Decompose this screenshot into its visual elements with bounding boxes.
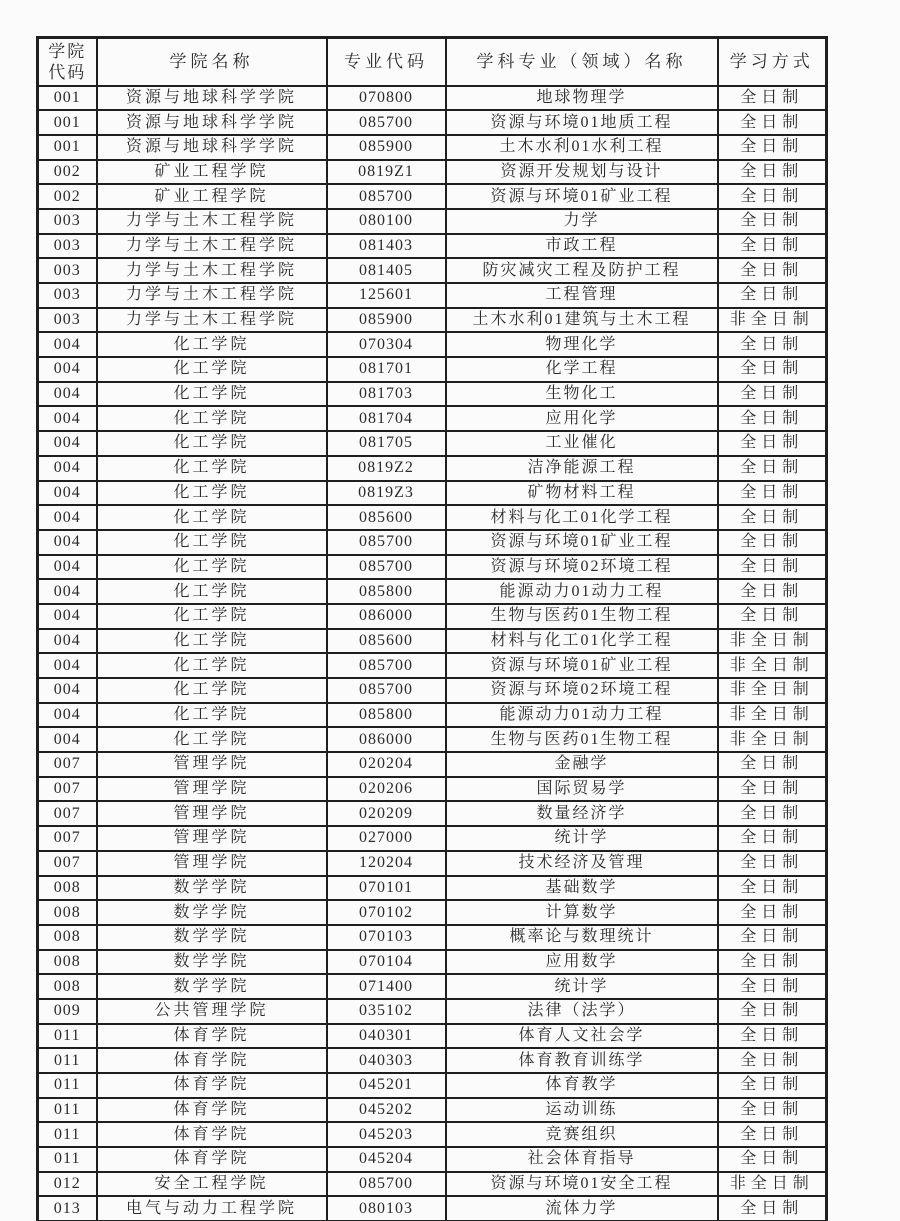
cell-subject-name: 社会体育指导 xyxy=(446,1147,718,1172)
cell-study-mode: 全日制 xyxy=(718,999,827,1024)
cell-study-mode: 全日制 xyxy=(718,86,827,111)
cell-college-code: 008 xyxy=(38,900,97,925)
cell-study-mode: 全日制 xyxy=(718,1122,827,1147)
cell-subject-name: 流体力学 xyxy=(446,1196,718,1221)
cell-college-name: 管理学院 xyxy=(97,752,327,777)
cell-study-mode: 全日制 xyxy=(718,283,827,308)
cell-college-code: 007 xyxy=(38,826,97,851)
cell-study-mode: 全日制 xyxy=(718,555,827,580)
cell-study-mode: 全日制 xyxy=(718,357,827,382)
cell-college-name: 化工学院 xyxy=(97,703,327,728)
cell-subject-name: 计算数学 xyxy=(446,900,718,925)
cell-major-code: 085900 xyxy=(327,135,446,160)
cell-college-name: 管理学院 xyxy=(97,851,327,876)
cell-major-code: 070304 xyxy=(327,332,446,357)
cell-study-mode: 全日制 xyxy=(718,777,827,802)
cell-major-code: 027000 xyxy=(327,826,446,851)
cell-subject-name: 物理化学 xyxy=(446,332,718,357)
cell-study-mode: 全日制 xyxy=(718,258,827,283)
cell-college-code: 009 xyxy=(38,999,97,1024)
table-row xyxy=(38,752,827,777)
cell-college-code: 011 xyxy=(38,1098,97,1123)
cell-college-code: 004 xyxy=(38,579,97,604)
cell-college-name: 体育学院 xyxy=(97,1122,327,1147)
cell-college-code: 004 xyxy=(38,332,97,357)
cell-college-name: 化工学院 xyxy=(97,604,327,629)
admissions-table xyxy=(36,36,828,1221)
cell-subject-name: 技术经济及管理 xyxy=(446,851,718,876)
table-header-row xyxy=(38,38,827,86)
table-row xyxy=(38,1024,827,1049)
cell-subject-name: 应用数学 xyxy=(446,950,718,975)
cell-major-code: 070102 xyxy=(327,900,446,925)
cell-subject-name: 数量经济学 xyxy=(446,801,718,826)
cell-major-code: 085700 xyxy=(327,555,446,580)
cell-college-name: 数学学院 xyxy=(97,974,327,999)
cell-major-code: 040303 xyxy=(327,1048,446,1073)
cell-study-mode: 全日制 xyxy=(718,1147,827,1172)
cell-major-code: 085600 xyxy=(327,629,446,654)
cell-college-name: 化工学院 xyxy=(97,456,327,481)
cell-major-code: 085700 xyxy=(327,110,446,135)
cell-college-code: 008 xyxy=(38,974,97,999)
cell-college-code: 004 xyxy=(38,727,97,752)
table-row xyxy=(38,258,827,283)
cell-major-code: 085600 xyxy=(327,505,446,530)
cell-subject-name: 生物与医药01生物工程 xyxy=(446,727,718,752)
table-row xyxy=(38,555,827,580)
cell-college-code: 004 xyxy=(38,703,97,728)
cell-subject-name: 土木水利01水利工程 xyxy=(446,135,718,160)
cell-study-mode: 全日制 xyxy=(718,234,827,259)
cell-college-name: 化工学院 xyxy=(97,481,327,506)
cell-study-mode: 全日制 xyxy=(718,530,827,555)
table-row xyxy=(38,876,827,901)
table-row xyxy=(38,678,827,703)
cell-college-code: 004 xyxy=(38,629,97,654)
cell-college-code: 004 xyxy=(38,431,97,456)
cell-subject-name: 统计学 xyxy=(446,974,718,999)
cell-college-name: 矿业工程学院 xyxy=(97,160,327,185)
cell-major-code: 086000 xyxy=(327,604,446,629)
table-row xyxy=(38,234,827,259)
header-college-code: 学院代码 xyxy=(38,38,97,86)
cell-college-name: 资源与地球科学学院 xyxy=(97,110,327,135)
cell-study-mode: 全日制 xyxy=(718,1073,827,1098)
table-row xyxy=(38,727,827,752)
table-row xyxy=(38,481,827,506)
table-row xyxy=(38,382,827,407)
cell-major-code: 085800 xyxy=(327,703,446,728)
cell-college-code: 008 xyxy=(38,950,97,975)
cell-major-code: 081403 xyxy=(327,234,446,259)
cell-college-code: 011 xyxy=(38,1147,97,1172)
cell-major-code: 085700 xyxy=(327,1172,446,1197)
cell-subject-name: 资源与环境01地质工程 xyxy=(446,110,718,135)
cell-major-code: 045202 xyxy=(327,1098,446,1123)
table-body xyxy=(38,86,827,1221)
cell-subject-name: 金融学 xyxy=(446,752,718,777)
cell-study-mode: 全日制 xyxy=(718,481,827,506)
cell-major-code: 0819Z3 xyxy=(327,481,446,506)
table-row xyxy=(38,579,827,604)
table-row xyxy=(38,777,827,802)
cell-college-code: 004 xyxy=(38,505,97,530)
cell-major-code: 035102 xyxy=(327,999,446,1024)
cell-college-code: 007 xyxy=(38,752,97,777)
cell-study-mode: 非全日制 xyxy=(718,653,827,678)
cell-college-name: 体育学院 xyxy=(97,1073,327,1098)
header-subject-name: 学科专业（领域）名称 xyxy=(446,38,718,86)
cell-college-name: 安全工程学院 xyxy=(97,1172,327,1197)
cell-college-name: 化工学院 xyxy=(97,727,327,752)
cell-major-code: 071400 xyxy=(327,974,446,999)
cell-college-name: 体育学院 xyxy=(97,1098,327,1123)
cell-subject-name: 资源与环境02环境工程 xyxy=(446,678,718,703)
cell-study-mode: 非全日制 xyxy=(718,1172,827,1197)
cell-college-name: 力学与土木工程学院 xyxy=(97,283,327,308)
cell-college-code: 004 xyxy=(38,653,97,678)
cell-study-mode: 全日制 xyxy=(718,579,827,604)
cell-college-code: 007 xyxy=(38,801,97,826)
table-row xyxy=(38,283,827,308)
cell-college-name: 数学学院 xyxy=(97,876,327,901)
cell-study-mode: 全日制 xyxy=(718,1098,827,1123)
cell-subject-name: 化学工程 xyxy=(446,357,718,382)
cell-college-code: 004 xyxy=(38,357,97,382)
cell-college-name: 管理学院 xyxy=(97,777,327,802)
cell-college-name: 化工学院 xyxy=(97,406,327,431)
cell-college-name: 化工学院 xyxy=(97,653,327,678)
cell-major-code: 040301 xyxy=(327,1024,446,1049)
cell-college-name: 化工学院 xyxy=(97,530,327,555)
cell-major-code: 070104 xyxy=(327,950,446,975)
cell-study-mode: 全日制 xyxy=(718,332,827,357)
cell-college-code: 003 xyxy=(38,234,97,259)
cell-college-name: 化工学院 xyxy=(97,678,327,703)
cell-study-mode: 全日制 xyxy=(718,456,827,481)
cell-study-mode: 全日制 xyxy=(718,135,827,160)
cell-major-code: 081405 xyxy=(327,258,446,283)
cell-subject-name: 材料与化工01化学工程 xyxy=(446,505,718,530)
cell-college-name: 资源与地球科学学院 xyxy=(97,86,327,111)
cell-college-code: 007 xyxy=(38,777,97,802)
header-study-mode: 学习方式 xyxy=(718,38,827,86)
cell-subject-name: 体育人文社会学 xyxy=(446,1024,718,1049)
table-row xyxy=(38,135,827,160)
cell-major-code: 085700 xyxy=(327,184,446,209)
cell-subject-name: 工业催化 xyxy=(446,431,718,456)
table-row xyxy=(38,851,827,876)
cell-college-code: 004 xyxy=(38,530,97,555)
table-row xyxy=(38,826,827,851)
cell-college-code: 002 xyxy=(38,160,97,185)
header-major-code: 专业代码 xyxy=(327,38,446,86)
cell-college-code: 013 xyxy=(38,1196,97,1221)
cell-major-code: 0819Z2 xyxy=(327,456,446,481)
cell-subject-name: 生物与医药01生物工程 xyxy=(446,604,718,629)
cell-college-code: 004 xyxy=(38,456,97,481)
cell-college-name: 化工学院 xyxy=(97,629,327,654)
table-row xyxy=(38,604,827,629)
cell-subject-name: 基础数学 xyxy=(446,876,718,901)
table-row xyxy=(38,1122,827,1147)
cell-college-code: 003 xyxy=(38,258,97,283)
cell-college-code: 004 xyxy=(38,382,97,407)
cell-subject-name: 应用化学 xyxy=(446,406,718,431)
cell-study-mode: 全日制 xyxy=(718,801,827,826)
table-row xyxy=(38,1147,827,1172)
cell-college-code: 007 xyxy=(38,851,97,876)
cell-study-mode: 全日制 xyxy=(718,752,827,777)
cell-college-name: 化工学院 xyxy=(97,431,327,456)
cell-major-code: 070103 xyxy=(327,925,446,950)
cell-college-code: 011 xyxy=(38,1048,97,1073)
cell-major-code: 085700 xyxy=(327,678,446,703)
cell-subject-name: 洁净能源工程 xyxy=(446,456,718,481)
cell-subject-name: 统计学 xyxy=(446,826,718,851)
cell-study-mode: 全日制 xyxy=(718,925,827,950)
cell-study-mode: 全日制 xyxy=(718,184,827,209)
cell-study-mode: 全日制 xyxy=(718,1196,827,1221)
cell-subject-name: 土木水利01建筑与土木工程 xyxy=(446,308,718,333)
cell-major-code: 081703 xyxy=(327,382,446,407)
cell-college-name: 化工学院 xyxy=(97,505,327,530)
table-row xyxy=(38,184,827,209)
table-row xyxy=(38,1196,827,1221)
cell-major-code: 085700 xyxy=(327,530,446,555)
cell-college-name: 化工学院 xyxy=(97,555,327,580)
cell-college-code: 002 xyxy=(38,184,97,209)
cell-major-code: 081704 xyxy=(327,406,446,431)
cell-major-code: 120204 xyxy=(327,851,446,876)
cell-major-code: 045203 xyxy=(327,1122,446,1147)
cell-college-name: 化工学院 xyxy=(97,382,327,407)
cell-college-code: 012 xyxy=(38,1172,97,1197)
cell-college-name: 资源与地球科学学院 xyxy=(97,135,327,160)
header-college-name: 学院名称 xyxy=(97,38,327,86)
cell-major-code: 020209 xyxy=(327,801,446,826)
table-row xyxy=(38,431,827,456)
cell-major-code: 080100 xyxy=(327,209,446,234)
cell-subject-name: 市政工程 xyxy=(446,234,718,259)
cell-college-code: 003 xyxy=(38,283,97,308)
cell-college-code: 011 xyxy=(38,1073,97,1098)
cell-study-mode: 全日制 xyxy=(718,431,827,456)
cell-study-mode: 非全日制 xyxy=(718,629,827,654)
table-row xyxy=(38,110,827,135)
cell-college-name: 力学与土木工程学院 xyxy=(97,209,327,234)
cell-study-mode: 全日制 xyxy=(718,406,827,431)
cell-college-code: 004 xyxy=(38,406,97,431)
cell-study-mode: 全日制 xyxy=(718,1024,827,1049)
cell-subject-name: 能源动力01动力工程 xyxy=(446,579,718,604)
table-row xyxy=(38,1098,827,1123)
cell-study-mode: 全日制 xyxy=(718,950,827,975)
table-row xyxy=(38,160,827,185)
table-row xyxy=(38,900,827,925)
cell-college-name: 化工学院 xyxy=(97,579,327,604)
table-row xyxy=(38,950,827,975)
cell-college-code: 003 xyxy=(38,308,97,333)
cell-subject-name: 生物化工 xyxy=(446,382,718,407)
cell-subject-name: 资源与环境01矿业工程 xyxy=(446,653,718,678)
cell-study-mode: 非全日制 xyxy=(718,703,827,728)
cell-college-name: 化工学院 xyxy=(97,357,327,382)
cell-college-name: 体育学院 xyxy=(97,1024,327,1049)
table-row xyxy=(38,974,827,999)
cell-college-name: 力学与土木工程学院 xyxy=(97,308,327,333)
cell-major-code: 085900 xyxy=(327,308,446,333)
cell-subject-name: 矿物材料工程 xyxy=(446,481,718,506)
table-row xyxy=(38,999,827,1024)
cell-study-mode: 非全日制 xyxy=(718,308,827,333)
cell-college-name: 管理学院 xyxy=(97,801,327,826)
cell-college-code: 004 xyxy=(38,555,97,580)
table-row xyxy=(38,1048,827,1073)
cell-major-code: 085800 xyxy=(327,579,446,604)
cell-study-mode: 非全日制 xyxy=(718,678,827,703)
cell-college-name: 数学学院 xyxy=(97,900,327,925)
cell-college-name: 体育学院 xyxy=(97,1147,327,1172)
table-row xyxy=(38,456,827,481)
table-row xyxy=(38,925,827,950)
table-row xyxy=(38,801,827,826)
cell-college-code: 011 xyxy=(38,1024,97,1049)
cell-subject-name: 能源动力01动力工程 xyxy=(446,703,718,728)
cell-study-mode: 全日制 xyxy=(718,209,827,234)
cell-subject-name: 资源与环境02环境工程 xyxy=(446,555,718,580)
cell-study-mode: 全日制 xyxy=(718,900,827,925)
cell-college-code: 004 xyxy=(38,678,97,703)
cell-study-mode: 全日制 xyxy=(718,1048,827,1073)
table-row xyxy=(38,406,827,431)
cell-college-code: 003 xyxy=(38,209,97,234)
cell-major-code: 070800 xyxy=(327,86,446,111)
cell-subject-name: 资源与环境01安全工程 xyxy=(446,1172,718,1197)
cell-major-code: 086000 xyxy=(327,727,446,752)
cell-college-name: 公共管理学院 xyxy=(97,999,327,1024)
cell-college-code: 004 xyxy=(38,481,97,506)
cell-subject-name: 体育教育训练学 xyxy=(446,1048,718,1073)
cell-subject-name: 概率论与数理统计 xyxy=(446,925,718,950)
cell-subject-name: 资源与环境01矿业工程 xyxy=(446,184,718,209)
cell-college-code: 001 xyxy=(38,110,97,135)
cell-study-mode: 全日制 xyxy=(718,382,827,407)
table-row xyxy=(38,505,827,530)
cell-subject-name: 力学 xyxy=(446,209,718,234)
cell-subject-name: 国际贸易学 xyxy=(446,777,718,802)
cell-study-mode: 全日制 xyxy=(718,876,827,901)
cell-college-code: 001 xyxy=(38,86,97,111)
cell-study-mode: 全日制 xyxy=(718,160,827,185)
cell-study-mode: 全日制 xyxy=(718,505,827,530)
cell-major-code: 080103 xyxy=(327,1196,446,1221)
cell-college-name: 管理学院 xyxy=(97,826,327,851)
cell-study-mode: 非全日制 xyxy=(718,727,827,752)
cell-subject-name: 工程管理 xyxy=(446,283,718,308)
cell-major-code: 125601 xyxy=(327,283,446,308)
cell-subject-name: 法律（法学） xyxy=(446,999,718,1024)
table-row xyxy=(38,629,827,654)
cell-college-code: 011 xyxy=(38,1122,97,1147)
cell-subject-name: 地球物理学 xyxy=(446,86,718,111)
table-row xyxy=(38,703,827,728)
cell-subject-name: 体育教学 xyxy=(446,1073,718,1098)
cell-major-code: 081705 xyxy=(327,431,446,456)
cell-college-name: 数学学院 xyxy=(97,950,327,975)
table-row xyxy=(38,209,827,234)
cell-subject-name: 资源开发规划与设计 xyxy=(446,160,718,185)
cell-college-code: 001 xyxy=(38,135,97,160)
cell-subject-name: 防灾减灾工程及防护工程 xyxy=(446,258,718,283)
cell-study-mode: 全日制 xyxy=(718,974,827,999)
cell-study-mode: 全日制 xyxy=(718,851,827,876)
cell-college-code: 004 xyxy=(38,604,97,629)
cell-college-name: 数学学院 xyxy=(97,925,327,950)
cell-college-name: 力学与土木工程学院 xyxy=(97,258,327,283)
cell-college-name: 矿业工程学院 xyxy=(97,184,327,209)
cell-college-name: 体育学院 xyxy=(97,1048,327,1073)
cell-major-code: 020204 xyxy=(327,752,446,777)
table-row xyxy=(38,1073,827,1098)
table-row xyxy=(38,332,827,357)
table-row xyxy=(38,308,827,333)
table-row xyxy=(38,1172,827,1197)
table-row xyxy=(38,86,827,111)
cell-study-mode: 全日制 xyxy=(718,110,827,135)
cell-subject-name: 材料与化工01化学工程 xyxy=(446,629,718,654)
cell-subject-name: 运动训练 xyxy=(446,1098,718,1123)
cell-college-code: 008 xyxy=(38,925,97,950)
cell-major-code: 045204 xyxy=(327,1147,446,1172)
cell-major-code: 081701 xyxy=(327,357,446,382)
cell-college-name: 力学与土木工程学院 xyxy=(97,234,327,259)
cell-major-code: 020206 xyxy=(327,777,446,802)
cell-study-mode: 全日制 xyxy=(718,826,827,851)
table-row xyxy=(38,530,827,555)
table-row xyxy=(38,357,827,382)
cell-college-name: 化工学院 xyxy=(97,332,327,357)
cell-major-code: 070101 xyxy=(327,876,446,901)
table-row xyxy=(38,653,827,678)
cell-college-name: 电气与动力工程学院 xyxy=(97,1196,327,1221)
cell-major-code: 085700 xyxy=(327,653,446,678)
cell-study-mode: 全日制 xyxy=(718,604,827,629)
cell-major-code: 0819Z1 xyxy=(327,160,446,185)
cell-college-code: 008 xyxy=(38,876,97,901)
cell-major-code: 045201 xyxy=(327,1073,446,1098)
cell-subject-name: 竞赛组织 xyxy=(446,1122,718,1147)
cell-subject-name: 资源与环境01矿业工程 xyxy=(446,530,718,555)
